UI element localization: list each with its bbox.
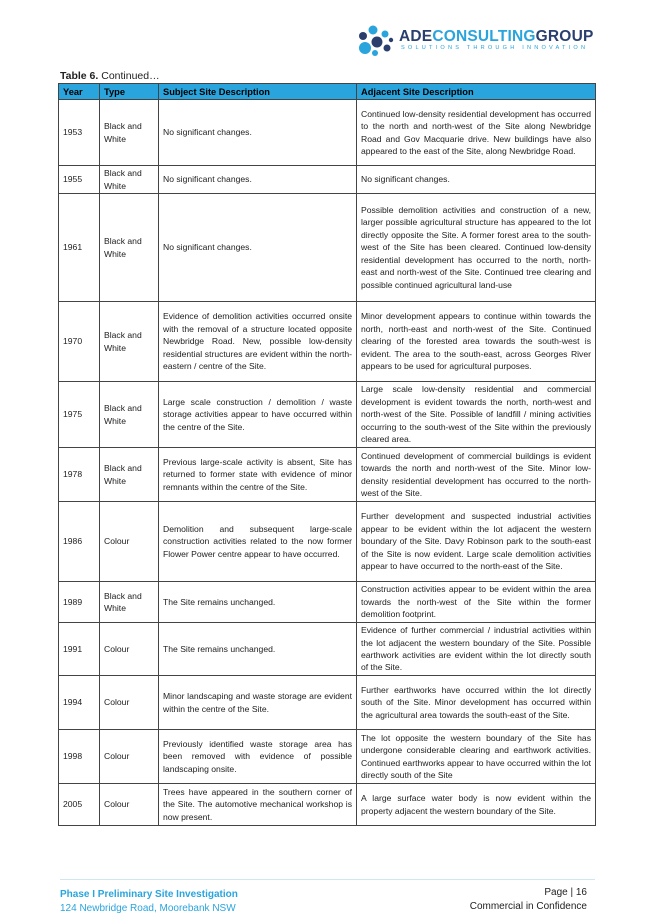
cell-year: 1961	[59, 194, 100, 302]
cell-subject: No significant changes.	[159, 194, 357, 302]
cell-subject: Trees have appeared in the southern corner of the Site. The automotive mechanical workshop is now present.	[159, 784, 357, 826]
cell-adjacent: Minor development appears to continue within towards the north, north-east and north-west of the Site. Continued clearing of the forested area towards the south-west is evident. The area to the south-east, across Georges River appears to be used for agricultural purposes.	[357, 302, 596, 382]
ade-logo-icon	[355, 22, 397, 58]
header-type: Type	[100, 84, 159, 100]
cell-type: Black and White	[100, 194, 159, 302]
table-row	[59, 194, 596, 302]
cell-year: 1994	[59, 676, 100, 730]
cell-type: Colour	[100, 676, 159, 730]
aerial-photo-table	[58, 83, 596, 826]
cell-subject: No significant changes.	[159, 100, 357, 166]
cell-subject: Demolition and subsequent large-scale construction activities related to the now former Flower Power centre appear to have occurred.	[159, 502, 357, 582]
cell-subject: Evidence of demolition activities occurred onsite with the removal of a structure located opposite Newbridge Road. New, possible low-density residential structures are evident within the north-eastern / centre of the Site.	[159, 302, 357, 382]
cell-type: Black and White	[100, 100, 159, 166]
cell-type: Colour	[100, 730, 159, 784]
table-row	[59, 448, 596, 502]
cell-adjacent: A large surface water body is now evident within the property adjacent the western boundary of the Site.	[357, 784, 596, 826]
footer-document-title: Phase I Preliminary Site Investigation	[60, 889, 238, 900]
footer-confidentiality: Commercial in Confidence	[469, 901, 587, 912]
cell-year: 2005	[59, 784, 100, 826]
cell-adjacent: The lot opposite the western boundary of the Site has undergone considerable clearing and earthwork activities. Continued earthworks appear to have occurred within the lot directly south of the Site	[357, 730, 596, 784]
brand-name: ADECONSULTINGGROUP	[399, 28, 594, 45]
cell-adjacent: Evidence of further commercial / industrial activities within the lot adjacent the western boundary of the Site. Possible earthwork activities are evident within the lot directly south of the Site.	[357, 623, 596, 676]
cell-subject: Previously identified waste storage area has been removed with evidence of possible landscaping onsite.	[159, 730, 357, 784]
cell-type: Colour	[100, 623, 159, 676]
cell-year: 1970	[59, 302, 100, 382]
cell-adjacent: Further development and suspected industrial activities appear to be evident within the lot adjacent the western boundary of the Site. Davy Robinson park to the south-east of the Site is now evident. Large scale demolition activities appear to have occurred to the north-east of the Site.	[357, 502, 596, 582]
table-caption: Table 6. Continued…	[60, 70, 160, 82]
footer-page-number: Page | 16	[544, 887, 587, 898]
cell-subject: Minor landscaping and waste storage are evident within the centre of the Site.	[159, 676, 357, 730]
table-row	[59, 784, 596, 826]
cell-subject: The Site remains unchanged.	[159, 582, 357, 623]
table-row	[59, 502, 596, 582]
cell-type: Colour	[100, 502, 159, 582]
cell-year: 1986	[59, 502, 100, 582]
table-row	[59, 582, 596, 623]
cell-type: Black and White	[100, 448, 159, 502]
cell-type: Black and White	[100, 382, 159, 448]
header-subject: Subject Site Description	[159, 84, 357, 100]
cell-type: Black and White	[100, 166, 159, 194]
cell-year: 1955	[59, 166, 100, 194]
cell-type: Black and White	[100, 582, 159, 623]
cell-adjacent: No significant changes.	[357, 166, 596, 194]
cell-subject: Previous large-scale activity is absent, Site has returned to former state with evidence of minor remnants within the centre of the Site.	[159, 448, 357, 502]
cell-subject: No significant changes.	[159, 166, 357, 194]
footer-divider	[60, 879, 595, 880]
table-row	[59, 623, 596, 676]
cell-adjacent: Possible demolition activities and construction of a new, larger possible agricultural structure has appeared to the lot directly opposite the Site. A former forest area to the south-west of the Site has been cleared. Continued low-density residential development has occurred to the north, north-east and north-west of the Site. Continued tree clearing and possible continued agricultural land-use	[357, 194, 596, 302]
cell-adjacent: Large scale low-density residential and commercial development is evident towards the north, north-west and north-west of the Site. Possible of landfill / mining activities occurring to the south-west of the Site within the previously cleared area.	[357, 382, 596, 448]
table-header-row	[59, 84, 596, 100]
cell-type: Black and White	[100, 302, 159, 382]
cell-adjacent: Continued development of commercial buildings is evident towards the north and north-west of the Site. Minor low-density residential development has occurred to the north-west of the Site.	[357, 448, 596, 502]
cell-subject: Large scale construction / demolition / waste storage activities appear to have occurred within the centre of the Site.	[159, 382, 357, 448]
header-adjacent: Adjacent Site Description	[357, 84, 596, 100]
table-row	[59, 166, 596, 194]
cell-year: 1998	[59, 730, 100, 784]
cell-type: Colour	[100, 784, 159, 826]
cell-year: 1978	[59, 448, 100, 502]
cell-adjacent: Further earthworks have occurred within the lot directly south of the Site. Minor development has occurred within the agricultural area towards the south-east of the Site.	[357, 676, 596, 730]
cell-adjacent: Continued low-density residential development has occurred to the north and north-west of the Site along Newbridge Road and Gov Macquarie drive. New buildings have also appeared to the east of the Site, along Newbridge Road.	[357, 100, 596, 166]
cell-subject: The Site remains unchanged.	[159, 623, 357, 676]
cell-adjacent: Construction activities appear to be evident within the area towards the north-west of the Site within the former demolition footprint.	[357, 582, 596, 623]
brand-tagline: SOLUTIONS THROUGH INNOVATION	[401, 45, 589, 51]
table-row	[59, 302, 596, 382]
cell-year: 1953	[59, 100, 100, 166]
cell-year: 1989	[59, 582, 100, 623]
table-row	[59, 382, 596, 448]
company-logo	[355, 22, 605, 58]
table-row	[59, 730, 596, 784]
table-row	[59, 100, 596, 166]
header-year: Year	[59, 84, 100, 100]
table-row	[59, 676, 596, 730]
cell-year: 1975	[59, 382, 100, 448]
footer-address: 124 Newbridge Road, Moorebank NSW	[60, 903, 236, 914]
cell-year: 1991	[59, 623, 100, 676]
